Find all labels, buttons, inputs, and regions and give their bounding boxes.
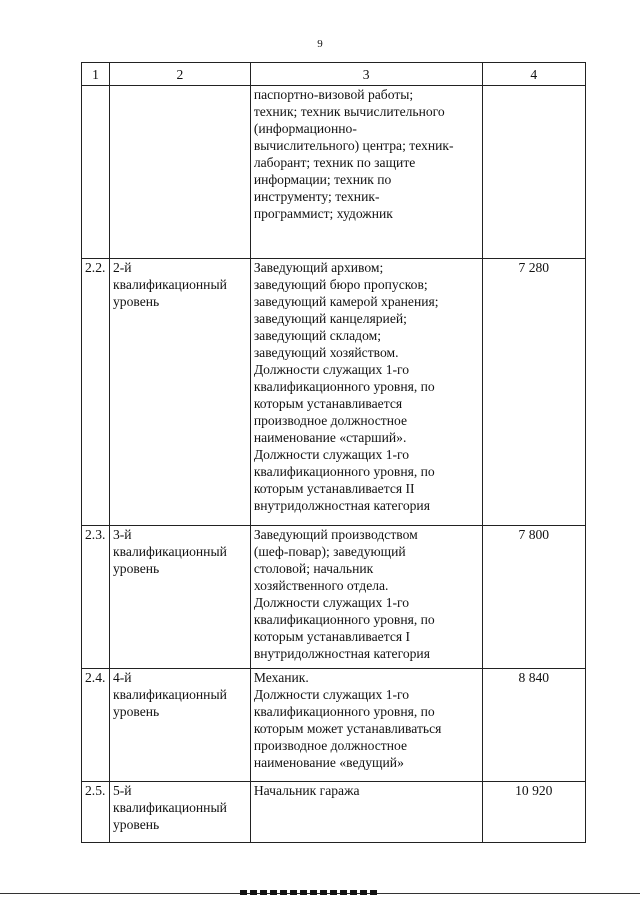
position-description-cell (250, 526, 482, 669)
qualification-level-line: 5-й (112, 783, 132, 798)
position-description-line: производное должностное (253, 738, 408, 753)
table-row (82, 782, 586, 843)
table-row (82, 526, 586, 669)
bottom-scan-mark (240, 890, 380, 895)
qualification-level-line: уровень (112, 817, 160, 832)
position-description-cell (250, 86, 482, 259)
qualification-level-line: квалификационный (112, 544, 227, 559)
page-number: 9 (317, 38, 323, 50)
salary-cell: 8 840 (482, 669, 585, 782)
row-number-cell: 2.2. (82, 259, 110, 526)
position-description-line: которым устанавливается I (253, 629, 411, 644)
qualification-level-line: квалификационный (112, 800, 227, 815)
qualification-level-cell (109, 259, 250, 526)
position-description-line: заведующий канцелярией; (253, 311, 407, 326)
row-number-cell: 2.3. (82, 526, 110, 669)
position-description-line: информации; техник по (253, 172, 392, 187)
column-header-4: 4 (482, 63, 585, 86)
row-number-cell: 2.4. (82, 669, 110, 782)
position-description-cell (250, 259, 482, 526)
position-description-line: Должности служащих 1-го (253, 687, 410, 702)
position-description-line: которым может устанавливаться (253, 721, 442, 736)
row-number-cell (82, 86, 110, 259)
position-description-line: инструменту; техник- (253, 189, 380, 204)
position-description-line: вычислительного) центра; техник- (253, 138, 454, 153)
position-description-line: квалификационного уровня, по (253, 612, 435, 627)
position-description-cell (250, 669, 482, 782)
position-description-line: производное должностное (253, 413, 408, 428)
position-description-line: программист; художник (253, 206, 393, 221)
position-description-line: (шеф-повар); заведующий (253, 544, 406, 559)
table-row (82, 86, 586, 259)
qualification-level-line: уровень (112, 294, 160, 309)
row-number-cell: 2.5. (82, 782, 110, 843)
position-description-line: наименование «старший». (253, 430, 407, 445)
qualification-level-line: уровень (112, 561, 160, 576)
qualification-level-cell (109, 782, 250, 843)
table-body (82, 86, 586, 843)
salary-table (81, 62, 586, 843)
position-description-line: квалификационного уровня, по (253, 704, 435, 719)
position-description-line: которым устанавливается (253, 396, 403, 411)
position-description-line: Должности служащих 1-го (253, 362, 410, 377)
position-description-line: заведующий камерой хранения; (253, 294, 439, 309)
position-description-line: столовой; начальник (253, 561, 374, 576)
position-description-line: Заведующий архивом; (253, 260, 384, 275)
position-description-line: техник; техник вычислительного (253, 104, 445, 119)
qualification-level-cell (109, 526, 250, 669)
column-header-1: 1 (82, 63, 110, 86)
position-description-line: наименование «ведущий» (253, 755, 404, 770)
position-description-line: внутридолжностная категория (253, 646, 430, 661)
position-description-line: заведующий складом; (253, 328, 381, 343)
position-description-line: Должности служащих 1-го (253, 595, 410, 610)
position-description-line: которым устанавливается II (253, 481, 415, 496)
salary-cell: 7 800 (482, 526, 585, 669)
qualification-level-line: уровень (112, 704, 160, 719)
position-description-line: квалификационного уровня, по (253, 379, 435, 394)
qualification-level-cell (109, 86, 250, 259)
qualification-level-line: квалификационный (112, 277, 227, 292)
salary-cell (482, 86, 585, 259)
qualification-level-line: 4-й (112, 670, 132, 685)
position-description-line: заведующий бюро пропусков; (253, 277, 428, 292)
table-header-row (82, 63, 586, 86)
position-description-line: Начальник гаража (253, 783, 360, 798)
qualification-level-line: квалификационный (112, 687, 227, 702)
column-header-2: 2 (109, 63, 250, 86)
qualification-level-line: 2-й (112, 260, 132, 275)
position-description-line: лаборант; техник по защите (253, 155, 416, 170)
table-row (82, 259, 586, 526)
table-row (82, 669, 586, 782)
salary-cell: 7 280 (482, 259, 585, 526)
position-description-cell (250, 782, 482, 843)
salary-cell: 10 920 (482, 782, 585, 843)
position-description-line: паспортно-визовой работы; (253, 87, 414, 102)
position-description-line: хозяйственного отдела. (253, 578, 389, 593)
column-header-3: 3 (250, 63, 482, 86)
position-description-line: (информационно- (253, 121, 357, 136)
position-description-line: внутридолжностная категория (253, 498, 430, 513)
qualification-level-cell (109, 669, 250, 782)
position-description-line: Механик. (253, 670, 309, 685)
position-description-line: Должности служащих 1-го (253, 447, 410, 462)
qualification-level-line: 3-й (112, 527, 132, 542)
position-description-line: Заведующий производством (253, 527, 418, 542)
position-description-line: квалификационного уровня, по (253, 464, 435, 479)
position-description-line: заведующий хозяйством. (253, 345, 399, 360)
